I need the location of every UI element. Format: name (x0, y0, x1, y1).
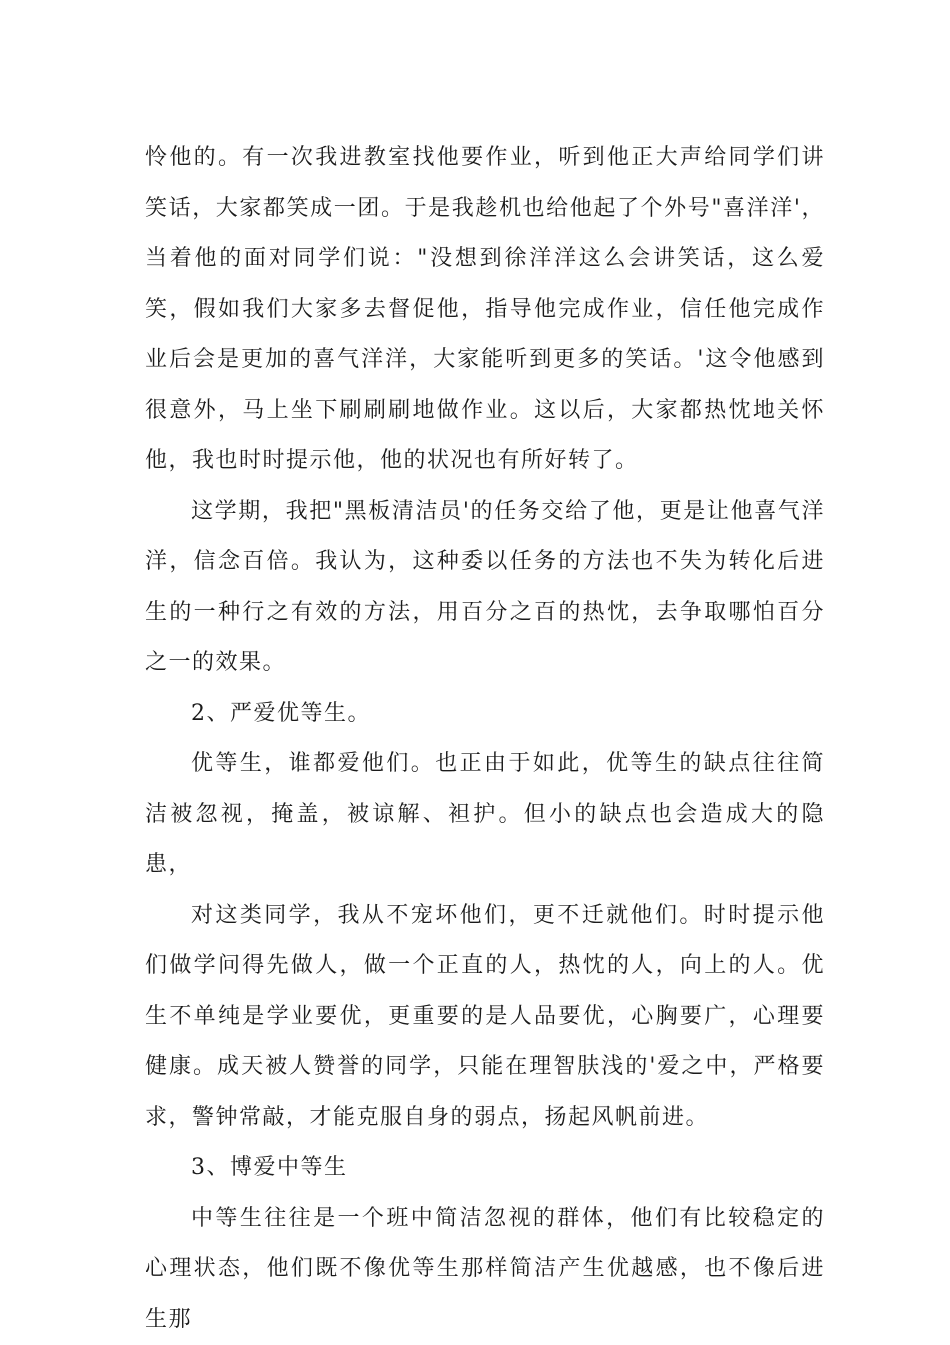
document-body (145, 133, 825, 1345)
section-heading-middle-students: 3、博爱中等生 (145, 1143, 825, 1194)
section-heading-top-students: 2、严爱优等生。 (145, 689, 825, 740)
paragraph-continuation: 怜他的。有一次我进教室找他要作业，听到他正大声给同学们讲笑话，大家都笑成一团。于是我趁机也给他起了个外号"喜洋洋'，当着他的面对同学们说："没想到徐洋洋这么会讲笑话，这么爱笑，假如我们大家多去督促他，指导他完成作业，信任他完成作业后会是更加的喜气洋洋，大家能听到更多的笑话。'这令他感到很意外，马上坐下刷刷刷地做作业。这以后，大家都热忱地关怀他，我也时时提示他，他的状况也有所好转了。 (145, 133, 825, 487)
paragraph-middle-students: 中等生往往是一个班中简洁忽视的群体，他们有比较稳定的心理状态，他们既不像优等生那样简洁产生优越感，也不像后进生那 (145, 1194, 825, 1345)
paragraph-top-students-approach: 对这类同学，我从不宠坏他们，更不迁就他们。时时提示他们做学问得先做人，做一个正直的人，热忱的人，向上的人。优生不单纯是学业要优，更重要的是人品要优，心胸要广，心理要健康。成天被人赞誉的同学，只能在理智肤浅的'爱之中，严格要求，警钟常敲，才能克服自身的弱点，扬起风帆前进。 (145, 891, 825, 1144)
paragraph-blackboard-duty: 这学期，我把"黑板清洁员'的任务交给了他，更是让他喜气洋洋，信念百倍。我认为，这种委以任务的方法也不失为转化后进生的一种行之有效的方法，用百分之百的热忱，去争取哪怕百分之一的效果。 (145, 487, 825, 689)
paragraph-top-students-intro: 优等生，谁都爱他们。也正由于如此，优等生的缺点往往简洁被忽视，掩盖，被谅解、袒护。但小的缺点也会造成大的隐患， (145, 739, 825, 891)
